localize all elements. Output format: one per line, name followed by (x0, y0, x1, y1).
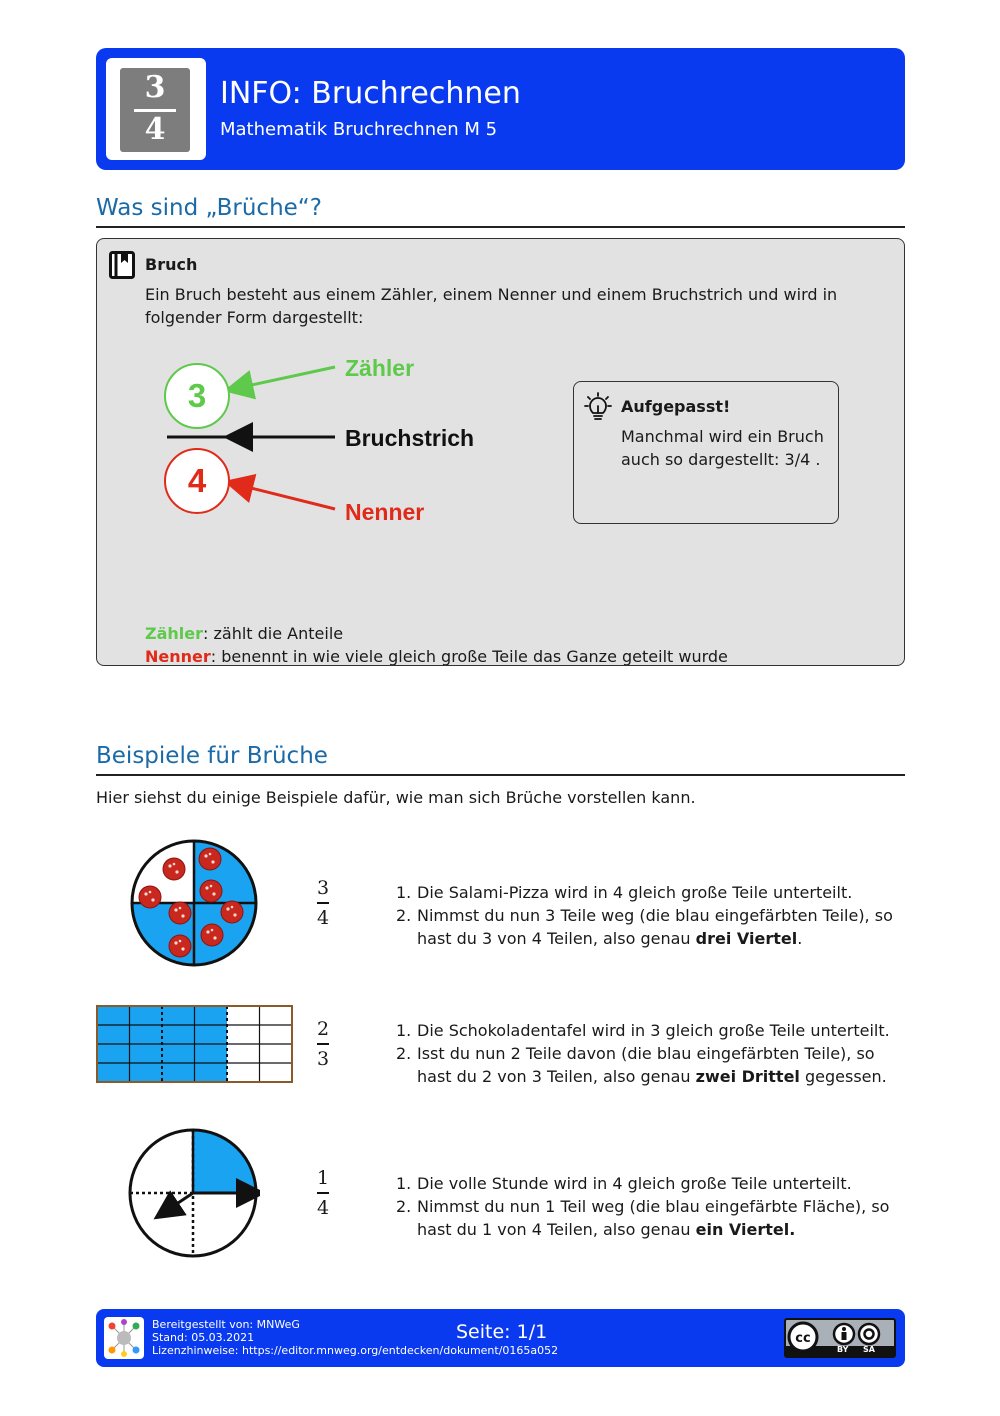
example-list-clock (396, 1172, 911, 1241)
list-number: 2. (396, 1044, 412, 1063)
svg-text:cc: cc (795, 1331, 811, 1346)
label-numerator: Zähler (345, 355, 415, 381)
page-subtitle: Mathematik Bruchrechnen M 5 (220, 119, 498, 140)
section-divider (96, 774, 905, 776)
list-emphasis: drei Viertel (695, 929, 798, 948)
list-number: 1. (396, 883, 412, 902)
fraction-diagram (97, 239, 497, 529)
example-numerator: 2 (316, 1018, 330, 1040)
logo-denominator: 4 (144, 112, 166, 147)
list-item (396, 904, 911, 950)
arrow-numerator (247, 367, 335, 386)
cc-by-label: BY (837, 1345, 849, 1354)
list-text: Die Schokoladentafel wird in 3 gleich große Teile unterteilt. (417, 1021, 890, 1040)
example-fraction-bar (317, 1043, 329, 1045)
list-emphasis: zwei Drittel (695, 1067, 800, 1086)
cc-by-sa-badge[interactable] (784, 1318, 896, 1358)
section-divider (96, 226, 905, 228)
example-fraction-three-quarters (308, 876, 338, 930)
tip-text: Manchmal wird ein Bruch auch so dargestellt: 3/4 . (621, 427, 824, 469)
term-numerator-text: : zählt die Anteile (203, 624, 344, 643)
definition-box (96, 238, 905, 666)
section-title-examples: Beispiele für Brüche (96, 743, 328, 769)
mnweg-logo-icon (104, 1317, 144, 1359)
list-item (396, 1195, 911, 1241)
list-item (396, 1042, 911, 1088)
fraction-logo-icon (120, 68, 190, 152)
example-fraction-bar (317, 1192, 329, 1194)
example-fraction-bar (317, 902, 329, 904)
page-footer (96, 1309, 905, 1367)
example-denominator: 3 (316, 1047, 330, 1070)
page-header (96, 48, 905, 170)
example-fraction-two-thirds (308, 1017, 338, 1071)
tip-box (573, 381, 839, 524)
definition-denominator (145, 645, 728, 666)
list-text: Die volle Stunde wird in 4 gleich große Teile unterteilt. (417, 1174, 852, 1193)
page-number: Seite: 1/1 (456, 1321, 548, 1343)
list-emphasis: ein Viertel. (695, 1220, 796, 1239)
list-text: Nimmst du nun 3 Teile weg (die blau eingefärbten Teile), so hast du 3 von 4 Teilen, also genau (417, 906, 893, 948)
clock-illustration (126, 1127, 260, 1259)
page-title: INFO: Bruchrechnen (220, 76, 521, 111)
footer-date: Stand: 05.03.2021 (152, 1331, 255, 1344)
footer-provided-by: Bereitgestellt von: MNWeG (152, 1318, 300, 1331)
example-denominator: 4 (316, 906, 330, 929)
term-numerator: Zähler (145, 624, 204, 643)
list-text: Isst du nun 2 Teile davon (die blau eingefärbten Teile), so hast du 2 von 3 Teilen, also genau (417, 1044, 875, 1086)
list-text-end: gegessen. (799, 1067, 887, 1086)
chocolate-bar-illustration (96, 1005, 296, 1085)
cc-sa-label: SA (863, 1345, 875, 1354)
example-numerator: 1 (316, 1167, 330, 1189)
list-item (396, 1172, 911, 1195)
examples-intro: Hier siehst du einige Beispiele dafür, wie man sich Brüche vorstellen kann. (96, 788, 696, 807)
arrow-denominator (247, 487, 335, 509)
definition-heading: Bruch (145, 255, 198, 274)
list-text-end: . (797, 929, 803, 948)
list-number: 2. (396, 1197, 412, 1216)
numerator-circle: 3 (164, 363, 230, 429)
example-numerator: 3 (316, 877, 330, 899)
tip-heading: Aufgepasst! (621, 397, 731, 416)
term-denominator-text: : benennt in wie viele gleich große Teile das Ganze geteilt wurde (210, 647, 728, 666)
example-fraction-one-quarter (308, 1166, 338, 1220)
share-alike-icon (859, 1324, 879, 1344)
list-number: 1. (396, 1174, 412, 1193)
term-denominator: Nenner (145, 647, 211, 666)
header-logo (106, 58, 206, 160)
example-list-pizza (396, 881, 911, 950)
footer-license-link[interactable]: Lizenzhinweise: https://editor.mnweg.org/entdecken/dokument/0165a052 (152, 1344, 559, 1357)
pizza-illustration (128, 839, 260, 967)
list-text: Nimmst du nun 1 Teil weg (die blau eingefärbte Fläche), so hast du 1 von 4 Teilen, also genau (417, 1197, 890, 1239)
example-denominator: 4 (316, 1196, 330, 1219)
label-fraction-bar: Bruchstrich (345, 425, 475, 451)
definition-text: Ein Bruch besteht aus einem Zähler, einem Nenner und einem Bruchstrich und wird in folgender Form dargestellt: (145, 285, 838, 327)
example-list-chocolate (396, 1019, 911, 1088)
label-denominator: Nenner (345, 499, 425, 525)
list-number: 1. (396, 1021, 412, 1040)
list-item (396, 881, 911, 904)
list-item (396, 1019, 911, 1042)
section-title-what-are-fractions: Was sind „Brüche“? (96, 195, 322, 221)
denominator-circle: 4 (164, 448, 230, 514)
definition-numerator (145, 622, 343, 645)
list-text: Die Salami-Pizza wird in 4 gleich große Teile unterteilt. (417, 883, 853, 902)
lightbulb-icon (584, 392, 612, 426)
list-number: 2. (396, 906, 412, 925)
logo-numerator: 3 (144, 70, 166, 105)
